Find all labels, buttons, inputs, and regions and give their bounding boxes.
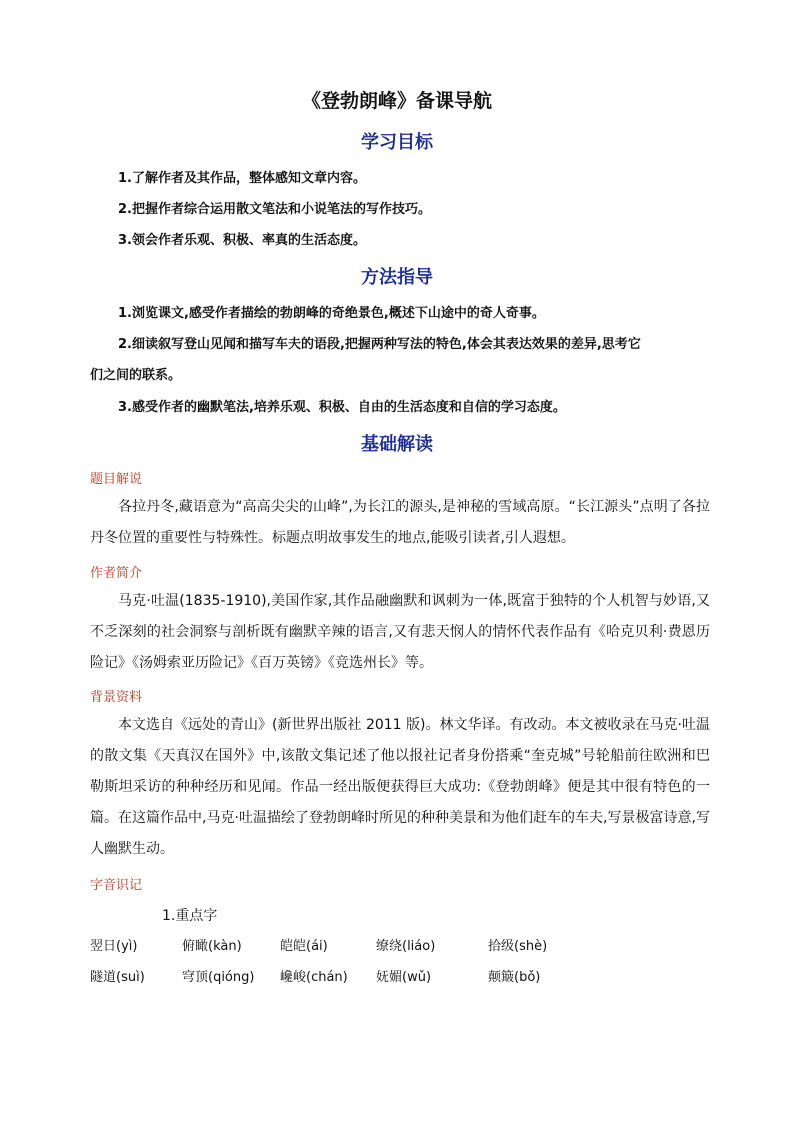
title-explain-label: 题目解说: [90, 472, 143, 487]
vocab-item: 隧道(suì): [90, 970, 145, 985]
vocab-item: 翌日(yì): [90, 939, 138, 954]
background-label: 背景资料: [90, 690, 143, 705]
pronunciation-label: 字音识记: [90, 878, 143, 893]
method-heading: 方法指导: [361, 267, 433, 288]
goal-item: 1.了解作者及其作品，整体感知文章内容。: [118, 171, 366, 186]
vocab-item: 妩媚(wǔ): [376, 970, 432, 985]
vocab-item: 拾级(shè): [488, 939, 548, 954]
goal-item: 2.把握作者综合运用散文笔法和小说笔法的写作技巧。: [118, 202, 431, 217]
author-text: 马克·吐温(1835-1910),美国作家,其作品融幽默和讽刺为一体,既富于独特的个人机智与妙语,又不乏深刻的社会洞察与剖析既有幽默辛辣的语言,又有悲天悯人的情怀代表作品有《哈克贝利·费恩历险记》《汤姆索亚历险记》《百万英镑》《竞选州长》等。: [90, 593, 710, 671]
page-title: 《登勃朗峰》备课导航: [301, 90, 492, 112]
vocab-item: 皑皑(ái): [280, 939, 328, 954]
vocab-item: 穹顶(qióng): [182, 970, 255, 985]
method-item: 1.浏览课文,感受作者描绘的勃朗峰的奇绝景色,概述下山途中的奇人奇事。: [118, 306, 545, 321]
vocab-item: 巉峻(chán): [280, 970, 348, 985]
vocab-item: 缭绕(liáo): [376, 939, 436, 954]
author-label: 作者简介: [90, 566, 143, 581]
method-item: 3.感受作者的幽默笔法,培养乐观、积极、自由的生活态度和自信的学习态度。: [118, 400, 566, 415]
goals-heading: 学习目标: [361, 132, 433, 153]
background-text: 本文选自《远处的青山》(新世界出版社 2011 版)。林文华译。有改动。本文被收录在马克·吐温的散文集《天真汉在国外》中,该散文集记述了他以报社记者身份搭乘“奎克城”号轮船前往欧洲和巴勒斯坦采访的种种经历和见闻。作品一经出版便获得巨大成功:《登勃朗峰》便是其中很有特色的一篇。在这篇作品中,马克·吐温描绘了登勃朗峰时所见的种种美景和为他们赶车的车夫,写景极富诗意,写人幽默生动。: [90, 717, 710, 857]
key-characters-subhead: 1.重点字: [162, 908, 218, 924]
title-explain-text: 各拉丹冬,藏语意为“高高尖尖的山峰”,为长江的源头,是神秘的雪域高原。“长江源头”点明了各拉丹冬位置的重要性与特殊性。标题点明故事发生的地点,能吸引读者,引人遐想。: [90, 499, 710, 546]
basics-heading: 基础解读: [361, 434, 433, 455]
method-item: 2.细读叙写登山见闻和描写车夫的语段,把握两种写法的特色,体会其表达效果的差异,思考它: [118, 337, 641, 352]
goal-item: 3.领会作者乐观、积极、率真的生活态度。: [118, 233, 366, 248]
vocab-item: 颠簸(bǒ): [488, 970, 541, 985]
method-item-continued: 们之间的联系。: [90, 368, 182, 383]
vocab-item: 俯瞰(kàn): [182, 939, 242, 954]
